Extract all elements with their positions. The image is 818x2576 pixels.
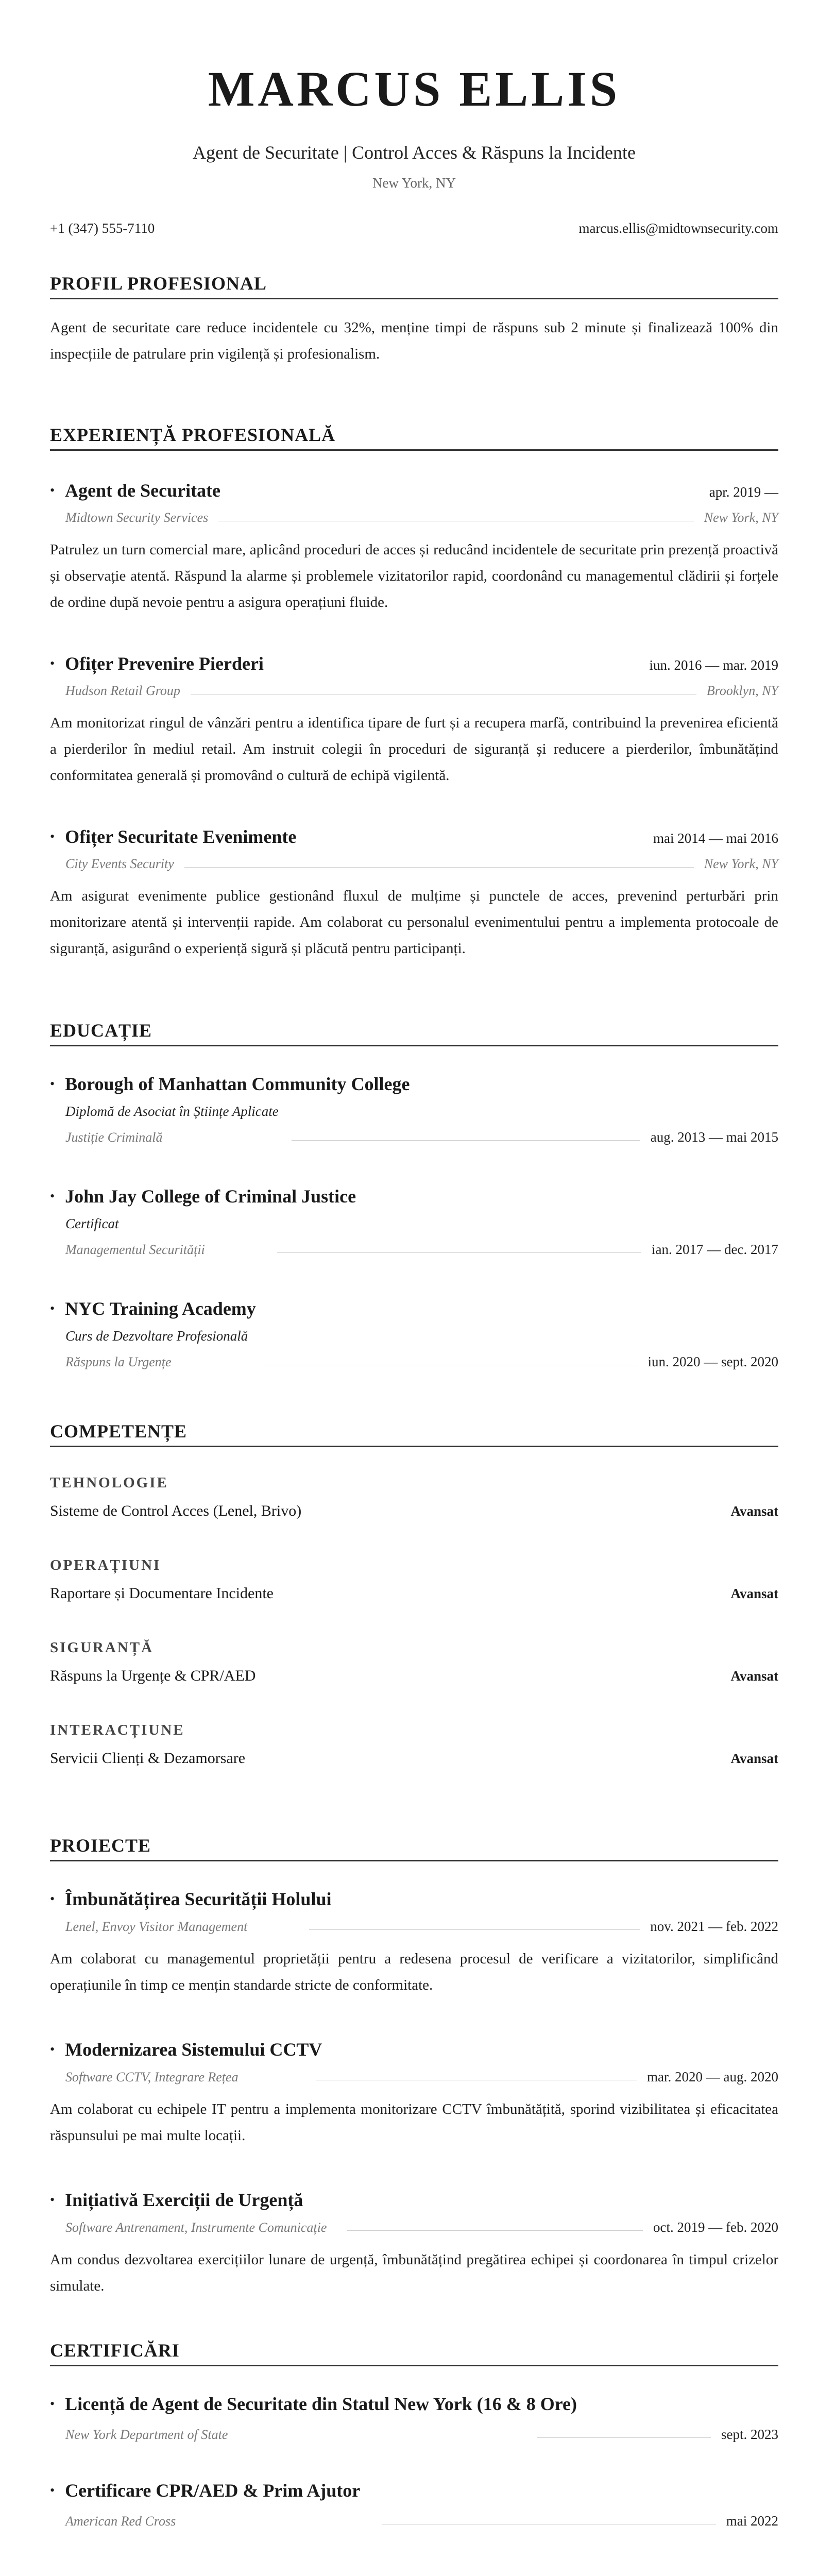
bullet-icon: • (50, 2483, 55, 2498)
skill-category (50, 1721, 778, 1768)
certification-date: mai 2022 (726, 2513, 778, 2529)
leader-line (309, 1929, 640, 1930)
study-field: Managementul Securității (65, 1242, 205, 1257)
phone-number: +1 (347) 555-7110 (50, 221, 155, 236)
skill-category (50, 1638, 778, 1686)
bullet-icon: • (50, 1301, 55, 1316)
certification-date: sept. 2023 (721, 2427, 778, 2442)
section-title: PROFIL PROFESIONAL (50, 272, 778, 299)
candidate-location: New York, NY (372, 175, 456, 191)
leader-line (292, 1140, 640, 1141)
skill-category-label: SIGURANȚĂ (50, 1639, 154, 1656)
project-tools: Software CCTV, Integrare Rețea (65, 2069, 238, 2084)
project-date: nov. 2021 — feb. 2022 (650, 1919, 778, 1934)
skill-category-label: TEHNOLOGIE (50, 1475, 168, 1491)
leader-line (184, 867, 694, 868)
skill-name: Răspuns la Urgențe & CPR/AED (50, 1667, 256, 1684)
education-item (50, 1297, 778, 1370)
bullet-icon: • (50, 656, 55, 671)
job-date: mai 2014 — mai 2016 (653, 831, 778, 846)
job-location: Brooklyn, NY (706, 683, 778, 698)
project-item (50, 1888, 778, 1998)
job-location: New York, NY (704, 510, 778, 525)
education-section (50, 1019, 778, 1046)
project-description: Am colaborat cu echipele IT pentru a implementa monitorizare CCTV îmbunătățită, sporind vizibilitatea și eficacitatea răspunsului pe mai multe locații. (50, 2101, 778, 2144)
job-date: apr. 2019 — (709, 484, 778, 500)
certification-issuer: New York Department of State (65, 2427, 228, 2442)
profile-text: Agent de securitate care reduce incidentele cu 32%, menține timpi de răspuns sub 2 minute și finalizează 100% din inspecțiile de patrulare prin vigilență și profesionalism. (50, 319, 778, 362)
leader-line (277, 1252, 641, 1253)
project-description: Am condus dezvoltarea exercițiilor lunare de urgență, îmbunătățind pregătirea echipei și coordonarea în timpul crizelor simulate. (50, 2251, 778, 2294)
company-name: City Events Security (65, 856, 174, 871)
skill-level: Avansat (730, 1668, 778, 1684)
project-item (50, 2038, 778, 2149)
job-description: Am asigurat evenimente publice gestionând fluxul de mulțime și punctele de acces, prevenind perturbări prin monitorizare atentă și intervenții rapide. Am colaborat cu personalul evenimentului pentru a implementa protocoale de siguranță, asigurând o experiență sigură și plăcută pentru participanți. (50, 888, 778, 957)
project-name: Îmbunătățirea Securității Holului (65, 1889, 332, 1909)
profile-section (50, 272, 778, 367)
bullet-icon: • (50, 2396, 55, 2411)
job-description: Am monitorizat ringul de vânzări pentru a identifica tipare de furt și a recupera marfă, contribuind la prevenirea eficientă a pierderilor în mediul retail. Am instruit colegii în proceduri de siguranță și reducere a pierderilor, îmbunătățind conformitatea generală și promovând o cultură de echipă vigilentă. (50, 715, 778, 784)
degree-name: Diplomă de Asociat în Științe Aplicate (65, 1104, 279, 1119)
section-title: EXPERIENȚĂ PROFESIONALĂ (50, 423, 778, 451)
bullet-icon: • (50, 1076, 55, 1091)
degree-name: Certificat (65, 1216, 119, 1231)
project-tools: Software Antrenament, Instrumente Comunicație (65, 2219, 327, 2235)
bullet-icon: • (50, 2192, 55, 2207)
project-date: oct. 2019 — feb. 2020 (653, 2219, 778, 2235)
certifications-section (50, 2339, 778, 2366)
skills-section (50, 1420, 778, 1447)
experience-item (50, 652, 778, 789)
bullet-icon: • (50, 829, 55, 844)
leader-line (537, 2437, 711, 2438)
job-title: Ofițer Prevenire Pierderi (65, 653, 264, 674)
project-name: Inițiativă Exerciții de Urgență (65, 2190, 303, 2210)
bullet-icon: • (50, 1189, 55, 1204)
candidate-name: MARCUS ELLIS (208, 61, 621, 116)
school-name: NYC Training Academy (65, 1298, 256, 1319)
job-title: Agent de Securitate (65, 480, 221, 501)
skill-name: Raportare și Documentare Incidente (50, 1585, 274, 1602)
certification-item (50, 2393, 778, 2443)
project-date: mar. 2020 — aug. 2020 (647, 2069, 778, 2084)
certification-name: Certificare CPR/AED & Prim Ajutor (65, 2480, 361, 2501)
section-title: CERTIFICĂRI (50, 2339, 778, 2366)
section-title: COMPETENȚE (50, 1420, 778, 1447)
experience-section (50, 423, 778, 451)
section-title: PROIECTE (50, 1834, 778, 1861)
skill-category (50, 1556, 778, 1603)
skill-category-label: OPERAȚIUNI (50, 1557, 161, 1573)
degree-name: Curs de Dezvoltare Profesională (65, 1328, 248, 1344)
school-name: John Jay College of Criminal Justice (65, 1186, 356, 1207)
experience-item (50, 825, 778, 962)
project-description: Am colaborat cu managementul proprietății pentru a redesena procesul de verificare a vizitatorilor, simplificând operațiunile în timp ce mențin standarde stricte de conformitate. (50, 1951, 778, 1993)
projects-section (50, 1834, 778, 1861)
study-field: Răspuns la Urgențe (65, 1354, 172, 1369)
job-title: Ofițer Securitate Evenimente (65, 826, 297, 847)
bullet-icon: • (50, 483, 55, 498)
project-name: Modernizarea Sistemului CCTV (65, 2039, 322, 2060)
education-item (50, 1073, 778, 1145)
skill-name: Sisteme de Control Acces (Lenel, Brivo) (50, 1502, 302, 1519)
candidate-headline: Agent de Securitate | Control Acces & Răspuns la Incidente (193, 142, 636, 163)
project-tools: Lenel, Envoy Visitor Management (65, 1919, 248, 1934)
bullet-icon: • (50, 2042, 55, 2057)
skill-level: Avansat (730, 1503, 778, 1519)
email-address: marcus.ellis@midtownsecurity.com (578, 221, 778, 236)
education-date: aug. 2013 — mai 2015 (650, 1129, 778, 1145)
skill-level: Avansat (730, 1751, 778, 1766)
section-title: EDUCAȚIE (50, 1019, 778, 1046)
certification-item (50, 2479, 778, 2529)
job-date: iun. 2016 — mar. 2019 (649, 657, 778, 673)
education-date: ian. 2017 — dec. 2017 (652, 1242, 778, 1257)
job-location: New York, NY (704, 856, 778, 871)
leader-line (347, 2230, 643, 2231)
study-field: Justiție Criminală (65, 1129, 163, 1145)
certification-name: Licență de Agent de Securitate din Statul New York (16 & 8 Ore) (65, 2394, 577, 2414)
resume-content (50, 0, 778, 2529)
skill-category-label: INTERACȚIUNE (50, 1722, 185, 1738)
contact-row (50, 219, 778, 237)
education-item (50, 1185, 778, 1258)
skill-name: Servicii Clienți & Dezamorsare (50, 1750, 246, 1767)
experience-item (50, 479, 778, 616)
company-name: Midtown Security Services (65, 510, 209, 525)
job-description: Patrulez un turn comercial mare, aplicând proceduri de acces și reducând incidentele de securitate prin prezență proactivă și observație atentă. Răspund la alarme și problemele vizitatorilor rapid, coordonând cu managementul clădirii și forțele de ordine după nevoie pentru a asigura operațiuni fluide. (50, 541, 778, 611)
skill-category (50, 1473, 778, 1521)
school-name: Borough of Manhattan Community College (65, 1074, 410, 1094)
education-date: iun. 2020 — sept. 2020 (647, 1354, 778, 1369)
certification-issuer: American Red Cross (65, 2513, 176, 2529)
skill-level: Avansat (730, 1586, 778, 1601)
bullet-icon: • (50, 1891, 55, 1906)
project-item (50, 2189, 778, 2299)
company-name: Hudson Retail Group (65, 683, 180, 698)
